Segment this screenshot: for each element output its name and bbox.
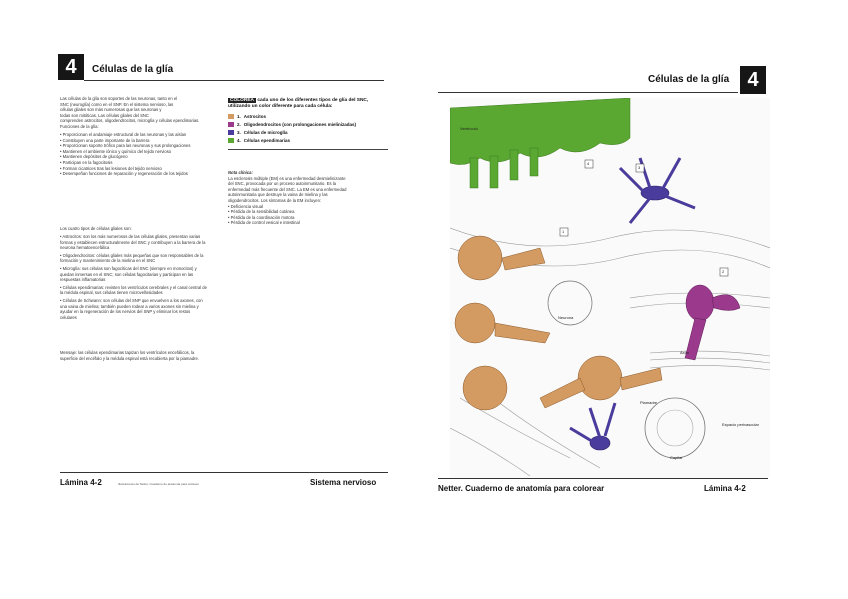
list-item: • Proporcionan soporte trófico para las neuronas y sus prolongaciones	[60, 143, 191, 149]
color-legend	[228, 113, 388, 145]
footer-plate: Lámina 4-2	[60, 478, 102, 487]
label-neuron: Neurona	[558, 315, 574, 320]
list-item: • Células de Schwann: son células del SNP que envuelven a los axones, con una vaina de mielina; también pueden rodear a varios axones sin mielina y ayudar en la regeneración de los nervios del SNP y eliminar los restos celulares	[60, 297, 203, 320]
colorear-text: cada uno de los diferentes tipos de glía del SNC, utilizando un color diferente para cada célula:	[228, 98, 369, 109]
label-axon: Axón	[680, 350, 690, 355]
list-item: • Constituyen una parte importante de la barrera	[60, 137, 150, 143]
list-item: • Deficiencia visual	[228, 203, 263, 209]
callout-3: 3	[638, 165, 641, 170]
right-page	[430, 30, 778, 500]
label-pia: Piamadre	[640, 400, 658, 405]
intro-text: Las células de la glía son soportes de las neuronas, tanto en el SNC (neuroglía) como en el SNP. En el sistema nervioso, las células gliales son más numerosas que las neuronas y todas son mitóticas. Las células gliales del SNC comprenden astrocitos, oligodendrocitos, microglía y células ependimarias. Funciones de la glía:	[60, 96, 200, 129]
label-ventricle: Ventrículo	[460, 126, 478, 131]
label-capillary: Capilar	[670, 455, 683, 460]
list-item: • Mantienen el ambiente iónico y químico del tejido nervioso	[60, 148, 172, 154]
list-item: • Pérdida de control vesical e intestinal	[228, 220, 300, 226]
list-item: • Desempeñan funciones de reparación y regeneración de los tejidos	[60, 171, 188, 177]
functions-list	[60, 132, 208, 177]
callout-4: 4	[587, 161, 590, 166]
page-title-right: Células de la glía	[648, 74, 730, 85]
list-item: • Mantienen depósitos de glucógeno	[60, 154, 128, 160]
page-title: Células de la glía	[92, 64, 174, 75]
callout-1: 1	[562, 229, 565, 234]
left-page	[48, 40, 400, 500]
list-item: • Forman cicatrices tras las lesiones del tejido nervioso	[60, 165, 162, 171]
label-perivascular: Espacio perivascular	[722, 422, 759, 427]
footer-plate-right: Lámina 4-2	[704, 484, 746, 493]
header-rule-right	[438, 92, 738, 93]
clinical-note: Nota clínica: La esclerosis múltiple (EM) es una enfermedad desmielinizante del SNC, provocada por un proceso autoinmunitario. Es la enfermedad más frecuente del SNC. La EM es una enfermedad autoinmunitaria que destruye la vaina de mielina y las oligodendrocitos. Los síntomas de la EM incluyen: • Deficiencia visual • Pérdida de la sensibilidad cutánea • Pérdida de la coordinación motora • Pérdida de control vesical e intestinal	[228, 170, 388, 226]
chapter-number-box-right: 4	[740, 66, 766, 94]
footer-book-title: Netter. Cuaderno de anatomía para colorear	[438, 484, 605, 493]
header-rule	[84, 80, 384, 81]
list-item: • Oligodendrocitos: células gliales más pequeñas que son responsables de la formación y mantenimiento de la mielina en el SNC	[60, 252, 204, 264]
closing-text: Mensaje: las células ependimarias tapizan los ventrículos encefálicos, la superficie del encéfalo y la médula espinal está recubierta por la piamadre.	[60, 350, 199, 361]
types-list	[60, 234, 208, 322]
types-intro: Los cuatro tipos de células gliales son:	[60, 226, 132, 231]
chapter-number-box: 4	[58, 54, 84, 80]
callout-2: 2	[722, 269, 725, 274]
list-item: • Participan en la fagocitosis	[60, 159, 113, 165]
glia-illustration	[450, 98, 770, 478]
legend-item-astrocytes: 1. Astrocitos	[228, 113, 388, 121]
footer-rule-right	[438, 478, 768, 479]
footer-rule	[60, 472, 388, 473]
list-item: • Proporcionan el andamiaje estructural de las neuronas y las aíslan	[60, 132, 187, 137]
colorear-box	[228, 98, 388, 150]
list-item: • Microglía: sus células son fagocíticas del SNC (siempre en monocitos) y quedan inmersas en el SNC; son células fagocitarias y participan en las respuestas inflamatorias	[60, 265, 197, 283]
legend-item-microglia: 3. Células de microglía	[228, 129, 388, 137]
list-item: • Células ependimarias: revisten los ventrículos cerebrales y el canal central de la médula espinal, sus células tienen microvellosidades	[60, 284, 207, 296]
footer-section: Sistema nervioso	[310, 478, 377, 487]
footer-credit: Ilustraciones de Netter, Cuaderno de anatomía para colorear	[118, 482, 199, 486]
list-item: • Astrocitos: son los más numerosos de las células gliales, presentan varias formas y establecen estructuralmente del SNC y contribuyen a la barrera de la neurona hematoencefálica	[60, 234, 206, 251]
legend-item-ependymal: 4. Células ependimarias	[228, 137, 388, 145]
legend-item-oligodendrocytes: 2. Oligodendrocitos (con prolongaciones mielinizadas)	[228, 121, 388, 129]
list-item: • Pérdida de la coordinación motora	[228, 214, 295, 220]
colorear-heading: COLOREA	[230, 98, 254, 103]
list-item: • Pérdida de la sensibilidad cutánea	[228, 209, 295, 215]
